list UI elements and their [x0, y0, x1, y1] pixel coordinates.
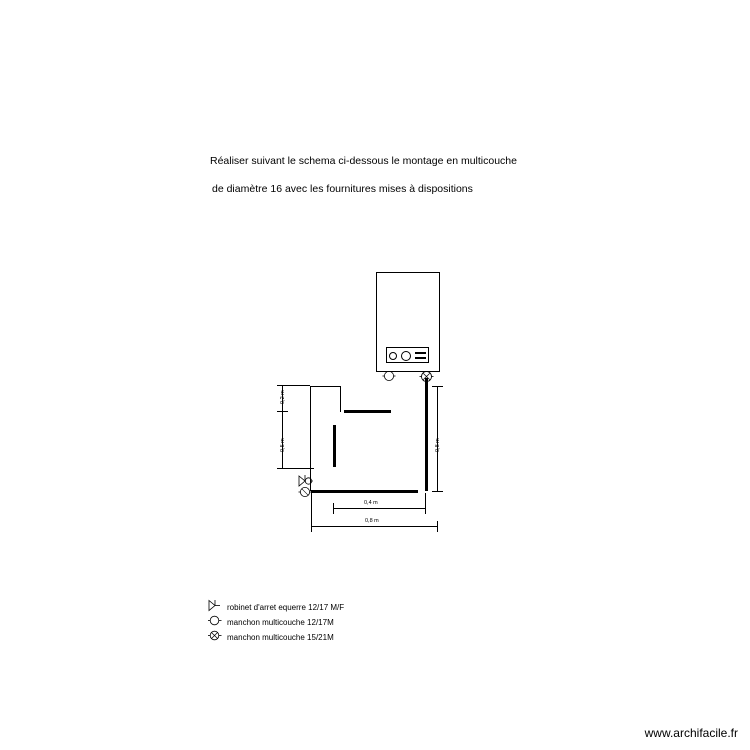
page-title	[210, 140, 590, 210]
pipe-bottom-horizontal	[311, 490, 418, 493]
geometry-guide-top-horizontal	[310, 386, 340, 387]
dim-horiz-inner-line	[333, 508, 425, 509]
dim-ext-left-down	[311, 493, 312, 526]
dim-vert-small-tick-top	[277, 385, 288, 386]
title-line-1: Réaliser suivant le schema ci-dessous le montage en multicouche	[210, 155, 517, 167]
legend-item-valve	[205, 598, 344, 613]
title-line-2: de diamètre 16 avec les fournitures mises à dispositions	[212, 183, 473, 195]
pipe-middle-horizontal	[344, 410, 391, 413]
dim-vert-mid-tick-bottom	[277, 468, 288, 469]
dim-ext-right-down	[425, 493, 426, 508]
dim-vert-small-ext-top	[288, 385, 310, 386]
geometry-guide-left-vertical	[310, 386, 311, 491]
dim-horiz-outer-label: 0,8 m	[365, 518, 379, 524]
valve-equerre-icon	[207, 599, 223, 612]
legend-label-manchon-12-17: manchon multicouche 12/17M	[227, 618, 334, 627]
geometry-guide-mid-vertical	[340, 386, 341, 412]
boiler-control-panel	[386, 347, 429, 363]
boiler-knob-center	[401, 351, 411, 361]
dim-horiz-outer-tick-right	[437, 521, 438, 532]
boiler-display-bar-bottom	[415, 357, 426, 359]
manchon-15-21-icon	[419, 369, 434, 384]
pipe-middle-vertical	[333, 425, 336, 467]
legend	[205, 598, 344, 643]
dim-vert-right-label: 0,8 m	[435, 438, 441, 452]
dim-horiz-inner-label: 0,4 m	[364, 500, 378, 506]
dim-horiz-outer-line	[311, 526, 437, 527]
footer-url: www.archifacile.fr	[644, 726, 738, 740]
legend-item-manchon-15-21	[205, 628, 344, 643]
dim-horiz-inner-tick-left	[333, 503, 334, 514]
manchon-12-17-icon	[207, 614, 223, 627]
legend-label-valve: robinet d'arret equerre 12/17 M/F	[227, 603, 345, 612]
legend-label-manchon-15-21: manchon multicouche 15/21M	[227, 633, 334, 642]
dim-vert-mid-label: 0,5 m	[280, 438, 286, 452]
pipe-right-vertical	[425, 378, 428, 491]
boiler-knob-left	[389, 352, 397, 360]
boiler-display-bar-top	[415, 352, 426, 354]
manchon-12-17-icon	[382, 369, 396, 383]
dim-vert-small-label: 0,2 m	[280, 390, 286, 404]
legend-item-manchon-12-17	[205, 613, 344, 628]
dim-vert-right-tick-bottom	[432, 491, 443, 492]
dim-vert-right-tick-top	[432, 386, 443, 387]
manchon-15-21-icon	[207, 629, 223, 642]
